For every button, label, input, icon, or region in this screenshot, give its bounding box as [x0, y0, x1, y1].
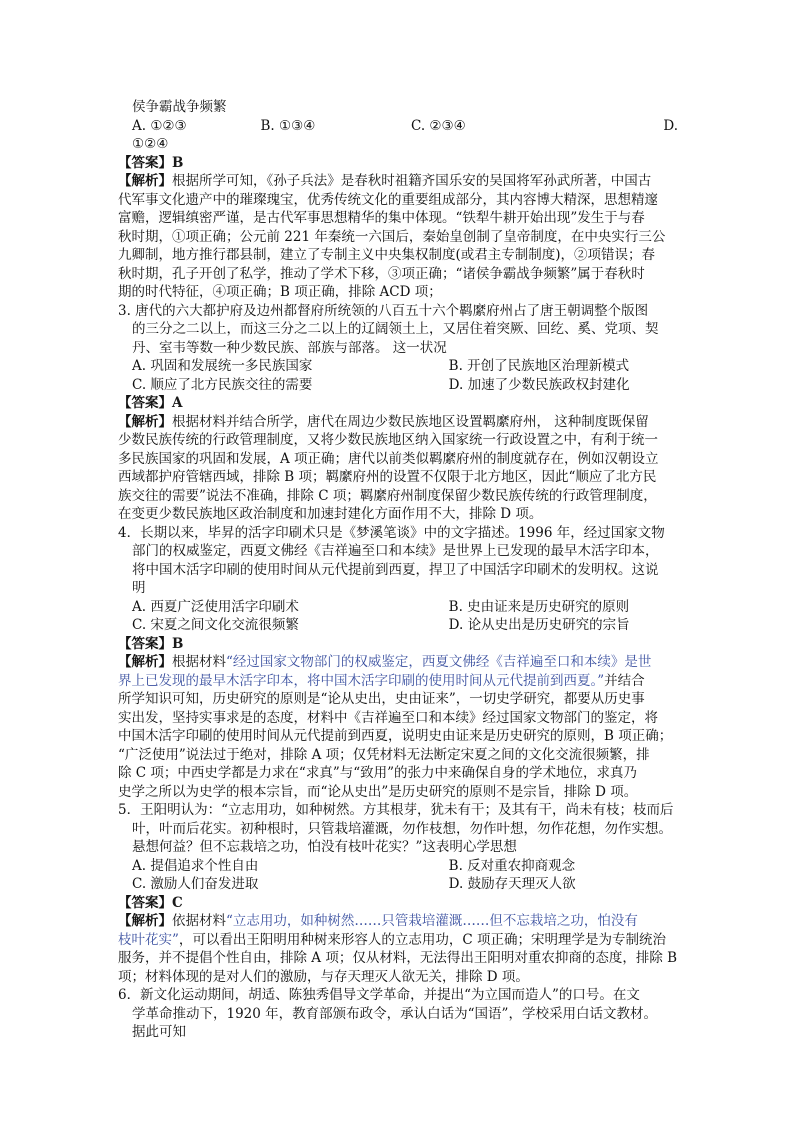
q5-option-c: C. 激励人们奋发进取 — [132, 876, 259, 892]
q3-option-d: D. 加速了少数民族政权封建化 — [448, 376, 630, 393]
q4-analysis-line-7: 除 C 项；中西史学都是力求在“求真”与“致用”的张力中来确保自身的学术地位，求真乃 — [118, 765, 638, 781]
q2-analysis-line-4: 秋时期，①项正确；公元前 221 年秦统一六国后，秦始皇创制了皇帝制度，在中央实行三公 — [118, 228, 666, 245]
q3-analysis-line-6: 在变更少数民族地区政治制度和加速封建化方面作用不大，排除 D 项。 — [118, 506, 543, 522]
q4-stem-line-2: 部门的权威鉴定，西夏文佛经《吉祥遍至口和本续》是世界上已发现的最早木活字印本， — [132, 543, 659, 559]
q5-option-d: D. 鼓励存天理灭人欲 — [448, 876, 576, 892]
q4-analysis-line-5: 中国木活字印刷的使用时间从元代提前到西夏，说明史由证来是历史研究的原则，B 项正确； — [118, 728, 673, 744]
q4-analysis-line-1 — [118, 653, 678, 672]
q2-analysis-line-7: 期的时代特征，④项正确；B 项正确，排除 ACD 项； — [118, 284, 442, 300]
q3-stem-line-2: 的三分之二以上，而这三分之二以上的辽阔领土上，又居住着突厥、回纥、奚、党项、契 — [132, 321, 659, 337]
analysis-tag: 【解析】 — [118, 413, 172, 430]
analysis-quote: “经过国家文物部门的权威鉴定，西夏文佛经《吉祥遍至口和本续》是世 — [226, 654, 652, 670]
q2-option-a: A. ①②③ — [132, 117, 187, 134]
answer-value: B — [172, 635, 184, 652]
q2-option-b: B. ①③④ — [260, 117, 316, 134]
q4-analysis-line-6: “广泛使用”说法过于绝对，排除 A 项；仅凭材料无法断定宋夏之间的文化交流很频繁，排 — [118, 746, 650, 763]
q5-options-row-2 — [118, 875, 678, 894]
q4-analysis-line-2 — [118, 672, 678, 691]
answer-tag: 【答案】 — [118, 154, 172, 171]
q2-analysis-line-5: 九卿制，地方推行郡县制，建立了专制主义中央集权制度(或君主专制制度)，②项错误；春 — [118, 247, 656, 263]
q2-analysis-line-3: 富赡，逻辑缜密严谨，是古代军事思想精华的集中体现。“铁犁牛耕开始出现”发生于与春 — [118, 210, 645, 226]
answer-value: C — [172, 894, 183, 911]
q3-analysis-line-2: 少数民族传统的行政管理制度，又将少数民族地区纳入国家统一行政设置之中，有利于统一 — [118, 432, 658, 448]
q3-analysis-line-5: 族交往的需要”说法不准确，排除 C 项；羁縻府州制度保留少数民族传统的行政管理制度， — [118, 487, 657, 504]
document-content — [118, 98, 678, 1042]
q3-stem-line-3: 丹、室韦等数一种少数民族、部族与部落。 这一状况 — [132, 339, 447, 356]
q5-analysis-line-2 — [118, 931, 678, 950]
q2-answer — [118, 154, 678, 173]
q4-options-row-1 — [118, 598, 678, 617]
answer-tag: 【答案】 — [118, 635, 172, 652]
q3-analysis-line-1 — [118, 413, 678, 432]
q2-option-d-value: ①②④ — [132, 136, 169, 152]
q5-options-row-1 — [118, 857, 678, 876]
q2-analysis-line-1 — [118, 172, 678, 191]
q5-analysis-line-4: 项；材料体现的是对人们的激励，与存天理灭人欲无关，排除 D 项。 — [118, 968, 529, 985]
q4-options-row-2 — [118, 616, 678, 635]
q2-analysis-line-6: 秋时期，孔子开创了私学，推动了学术下移，③项正确；“诸侯争霸战争频繁”属于春秋时 — [118, 265, 645, 282]
q5-answer — [118, 894, 678, 913]
q3-answer — [118, 394, 678, 413]
answer-value: A — [172, 395, 183, 411]
q4-analysis-line-4: 实出发，坚持实事求是的态度，材料中《吉祥遍至口和本续》经过国家文物部门的鉴定，将 — [118, 709, 658, 726]
answer-tag: 【答案】 — [118, 894, 172, 911]
answer-tag: 【答案】 — [118, 395, 172, 411]
q2-option-c: C. ②③④ — [411, 117, 466, 134]
q4-stem-line-4: 明 — [132, 580, 146, 596]
analysis-prefix: 根据材料 — [172, 654, 226, 670]
q3-option-b: B. 开创了民族地区治理新模式 — [448, 358, 630, 374]
analysis-prefix: 依据材料 — [172, 913, 226, 929]
q2-option-d-letter: D. — [663, 117, 678, 134]
q3-option-c: C. 顺应了北方民族交往的需要 — [132, 376, 313, 393]
analysis-text: 并结合 — [604, 672, 645, 689]
q4-stem-line-3: 将中国木活字印刷的使用时间从元代提前到西夏，捍卫了中国活字印刷术的发明权。这说 — [132, 561, 659, 578]
q4-analysis-line-8: 史学之所以为史学的根本宗旨，而“论从史出”是历史研究的原则不是宗旨，排除 D 项。 — [118, 783, 638, 800]
q6-stem-line-3: 据此可知 — [132, 1024, 186, 1040]
analysis-text: 根据材料并结合所学，唐代在周边少数民族地区设置羁縻府州， 这种制度既保留 — [172, 413, 649, 430]
q3-option-a: A. 巩固和发展统一多民族国家 — [132, 358, 313, 374]
q4-analysis-line-3: 所学知识可知，历史研究的原则是“论从史出，史由证来”，一切史学研究，都要从历史事 — [118, 691, 645, 707]
q3-options-row-2 — [118, 376, 678, 395]
q5-stem-line-1: 5．王阳明认为：“立志用功，如种树然。方其根芽，犹未有干；及其有干，尚未有枝；枝而后 — [118, 802, 674, 818]
analysis-tag: 【解析】 — [118, 913, 172, 929]
analysis-text: 根据所学可知，《孙子兵法》是春秋时祖籍齐国乐安的吴国将军孙武所著，中国古 — [172, 173, 652, 189]
q2-options — [118, 117, 678, 136]
analysis-quote: “立志用功，如种树然……只管栽培灌溉……但不忘栽培之功，怕没有 — [226, 913, 638, 929]
q4-option-d: D. 论从史出是历史研究的宗旨 — [448, 617, 630, 633]
analysis-tag: 【解析】 — [118, 654, 172, 670]
analysis-text: ，可以看出王阳明用种树来形容人的立志用功，C 项正确；宋明理学是为专制统治 — [178, 931, 667, 948]
q5-option-a: A. 提倡追求个性自由 — [132, 857, 259, 874]
q6-stem-line-1: 6．新文化运动期间，胡适、陈独秀倡导文学革命，并提出“为立国而造人”的口号。在文 — [118, 987, 640, 1003]
q5-option-b: B. 反对重农抑商观念 — [448, 857, 576, 874]
q3-options-row-1 — [118, 357, 678, 376]
q5-stem-line-2: 叶，叶而后花实。初种根时，只管栽培灌溉，勿作枝想，勿作叶想，勿作花想，勿作实想。 — [132, 820, 672, 837]
q4-answer — [118, 635, 678, 654]
q5-stem-line-3: 悬想何益？但不忘栽培之功，怕没有枝叶花实？”这表明心学思想 — [132, 839, 517, 855]
q4-option-b: B. 史由证来是历史研究的原则 — [448, 598, 630, 615]
q3-stem-line-1: 3. 唐代的六大都护府及边州都督府所统领的八百五十六个羁縻府州占了唐王朝调整个版图 — [118, 302, 649, 319]
q3-analysis-line-4: 西域都护府管辖西域，排除 B 项；羁縻府州的设置不仅限于北方地区，因此“顺应了北方民 — [118, 469, 657, 485]
analysis-quote: 枝叶花实” — [118, 931, 179, 948]
q4-option-c: C. 宋夏之间文化交流很频繁 — [132, 617, 299, 633]
q2-stem-continuation: 侯争霸战争频繁 — [132, 99, 227, 115]
answer-value: B — [172, 154, 184, 171]
analysis-tag: 【解析】 — [118, 173, 172, 189]
q4-stem-line-1: 4．长期以来，毕昇的活字印刷术只是《梦溪笔谈》中的文字描述。1996 年，经过国家文物 — [118, 524, 665, 541]
q5-analysis-line-1 — [118, 912, 678, 931]
q6-stem-line-2: 学革命推动下，1920 年，教育部颁布政令，承认白话为“国语”，学校采用白话文教材。 — [132, 1005, 657, 1022]
q2-analysis-line-2: 代军事文化遗产中的璀璨瑰宝，优秀传统文化的重要组成部分，其内容博大精深，思想精邃 — [118, 191, 658, 208]
q4-option-a: A. 西夏广泛使用活字印刷术 — [132, 598, 299, 615]
q3-analysis-line-3: 多民族国家的巩固和发展，A 项正确；唐代以前类似羁縻府州的制度就存在，例如汉朝设立 — [118, 450, 659, 467]
analysis-quote: 界上已发现的最早木活字印本，将中国木活字印刷的使用时间从元代提前到西夏。” — [118, 672, 605, 689]
q5-analysis-line-3: 服务，并不提倡个性自由，排除 A 项；仅从材料，无法得出王阳明对重农抑商的态度，排除 B — [118, 950, 678, 966]
